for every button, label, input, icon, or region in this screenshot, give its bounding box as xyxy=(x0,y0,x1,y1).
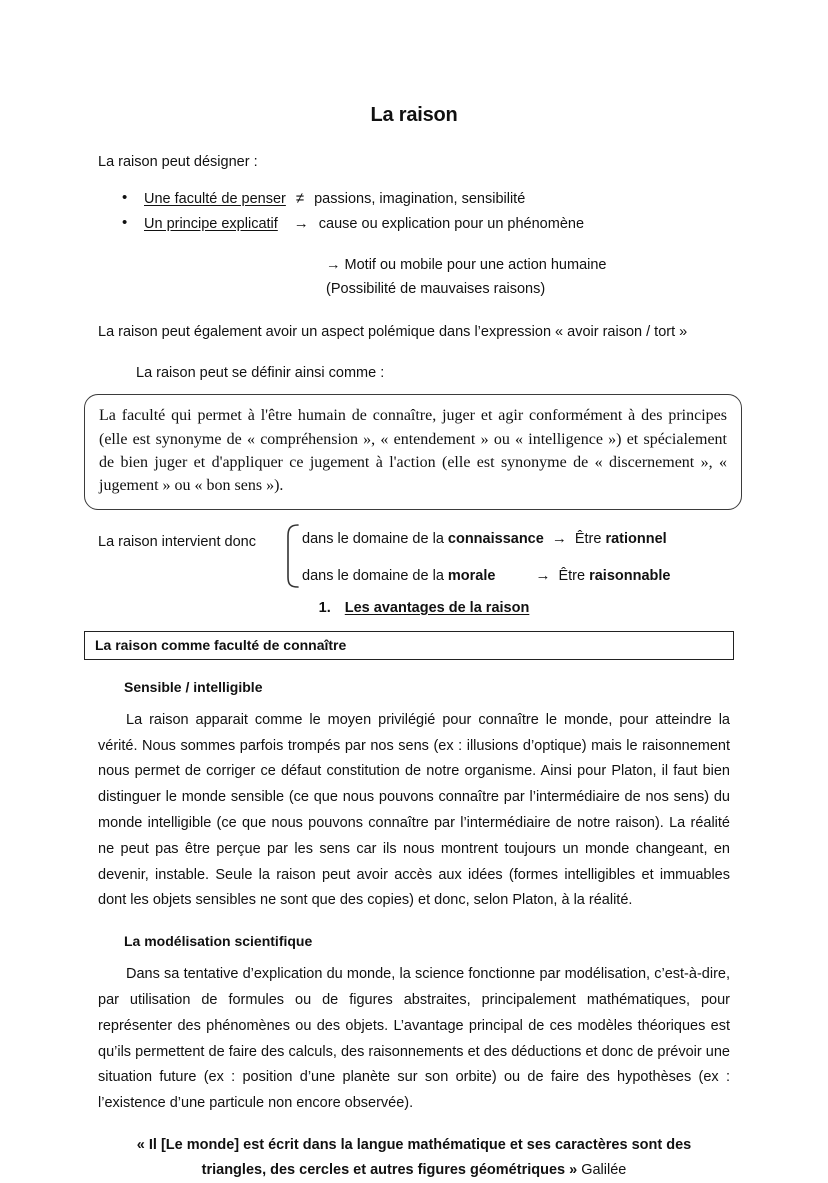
brace-row-2-strong: morale xyxy=(447,567,496,584)
subsection-heading-1: Sensible / intelligible xyxy=(124,678,263,695)
numbered-heading xyxy=(98,600,730,616)
sub-paren-line: (Possibilité de mauvaises raisons) xyxy=(326,280,546,297)
brace-row xyxy=(302,528,722,560)
document-content xyxy=(95,0,730,1183)
arrow-right-icon: → xyxy=(293,214,309,232)
brace-row-1-prefix: dans le domaine de la xyxy=(302,530,448,547)
subsection-paragraph-1: La raison apparait comme le moyen privilégié pour connaître le monde, pour atteindre la vérité. Nous sommes parfois trompés par nos sens (ex : illusions d’optique) mais le raisonnement nous permet de corriger ce défaut constitution de notre organisme. Ainsi pour Platon, il faut bien distinguer le monde sensible (ce que nous pouvons connaître par l’intermédiaire de nos sens) du monde intelligible (ce que nous pouvons connaître par l’intermédiaire de notre raison). La réalité ne peut pas être perçue par les sens car ils nous montrent toujours un monde changeant, en devenir, instable. Seule la raison peut avoir accès aux idées (formes intelligibles et immuables dont les objets sensibles ne sont que des copies) et donc, selon Platon, à la réalité. xyxy=(98,711,730,909)
sub-arrow-line: → Motif ou mobile pour une action humaine xyxy=(326,257,607,274)
bullet-term-2: Un principe explicatif xyxy=(144,215,278,232)
definition-box xyxy=(84,394,742,509)
definir-intro-line: La raison peut se définir ainsi comme : xyxy=(136,364,385,381)
numbered-heading-text: Les avantages de la raison xyxy=(344,599,530,616)
brace-row-1-result: Être xyxy=(574,530,606,547)
brace-row xyxy=(302,565,722,597)
section-banner-label: La raison comme faculté de connaître xyxy=(95,636,347,653)
brace-label: La raison intervient donc xyxy=(98,533,256,550)
brace-row-1-result-strong: rationnel xyxy=(605,530,667,547)
brace-row-2-result-strong: raisonnable xyxy=(589,567,671,584)
brace-row-1-strong: connaissance xyxy=(447,530,544,547)
brace-block xyxy=(98,528,730,596)
quote-author: Galilée xyxy=(581,1161,627,1178)
subsection-paragraph-2: Dans sa tentative d’explication du monde, la science fonctionne par modélisation, c’est-à-dire, par utilisation de formules ou de figures abstraites, principalement mathématiques, pour représenter des phénomènes ou des objets. L’avantage principal de ces modèles théoriques est qu’ils permettent de faire des calculs, des raisonnements et des déductions et donc de prévoir une situation future (ex : position d’une planète sur son orbite) ou de faire des hypothèses (ex : l’existence d’une particule non encore observée). xyxy=(98,966,730,1112)
intro-line: La raison peut désigner : xyxy=(98,154,258,170)
pull-quote xyxy=(98,1133,730,1183)
brace-row-2-prefix: dans le domaine de la xyxy=(302,567,448,584)
page-title: La raison xyxy=(370,104,458,126)
brace-rows xyxy=(302,528,722,597)
list-item xyxy=(98,212,730,236)
definition-bullet-list xyxy=(98,187,730,236)
brace-row-2-result: Être xyxy=(558,567,590,584)
left-bracket-icon xyxy=(284,524,302,588)
definition-text: La faculté qui permet à l'être humain de connaître, juger et agir conformément à des principes (elle est synonyme de « compréhension », « entendement » ou « intelligence ») et spécialement de bien juger et d'appliquer ce jugement à l'action (elle est synonyme de « discernement », « jugement » ou « bon sens »). xyxy=(99,407,727,495)
section-banner xyxy=(84,631,734,660)
arrow-right-icon: → xyxy=(535,566,551,584)
arrow-right-icon: → xyxy=(551,529,567,547)
bullet-rest-2: cause ou explication pour un phénomène xyxy=(318,215,585,232)
bullet-rest-1: passions, imagination, sensibilité xyxy=(314,191,526,208)
numbered-heading-number: 1. xyxy=(318,599,331,616)
list-item xyxy=(98,187,730,211)
not-equal-icon: ≠ xyxy=(295,190,305,208)
polemique-line: La raison peut également avoir un aspect polémique dans l’expression « avoir raison / tort » xyxy=(98,324,688,341)
quote-text: « Il [Le monde] est écrit dans la langue mathématique et ses caractères sont des triangles, des cercles et autres figures géométriques » xyxy=(136,1136,692,1178)
subsection-heading-2: La modélisation scientifique xyxy=(124,933,313,950)
bullet-term-1: Une faculté de penser xyxy=(144,191,286,208)
